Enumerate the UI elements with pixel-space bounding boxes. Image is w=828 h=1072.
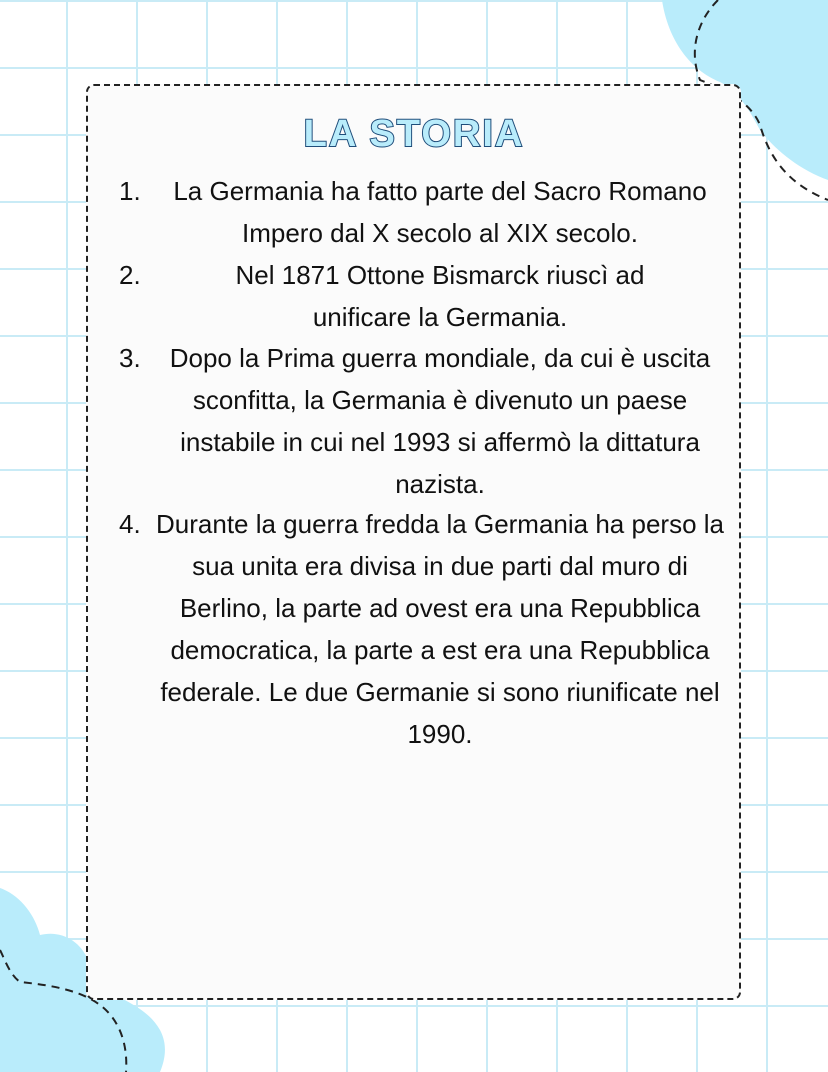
item-text: Durante la guerra fredda la Germania ha perso la sua unita era divisa in due parti dal muro di Berlino, la parte ad ovest era una Repubblica democratica, la parte a est era una Repubblica federale. Le due Germanie si sono riunificate nel 1990. [156,509,724,749]
item-number: 3. [119,343,141,373]
item-text: Dopo la Prima guerra mondiale, da cui è uscita sconfitta, la Germania è divenuto un paese instabile in cui nel 1993 si affermò la dittatura nazista. [169,343,711,499]
item-text: La Germania ha fatto parte del Sacro Romano Impero dal X secolo al XIX secolo. [173,176,707,248]
item-number: 4. [119,509,141,539]
item-number: 1. [119,176,141,206]
item-text: Nel 1871 Ottone Bismarck riuscì ad unificare la Germania. [235,260,645,332]
item-number: 2. [119,260,141,290]
title-text: LA STORIA [303,113,525,155]
